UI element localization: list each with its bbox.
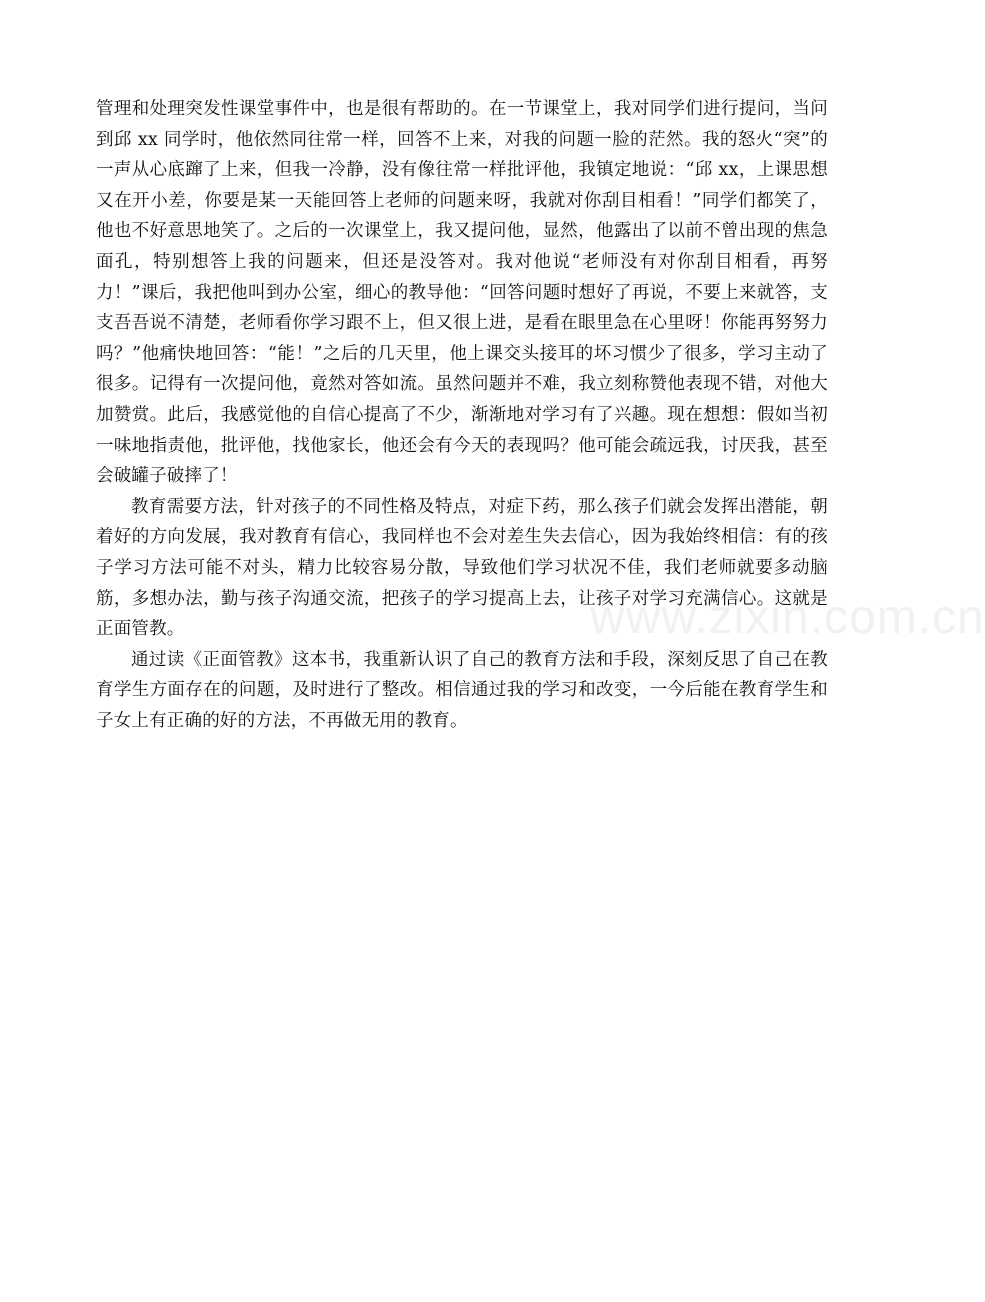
paragraph-education-method: 教育需要方法，针对孩子的不同性格及特点，对症下药，那么孩子们就会发挥出潜能，朝着好的方向发展，我对教育有信心，我同样也不会对差生失去信心，因为我始终相信：有的孩子学习方法可能不对头，精力比较容易分散，导致他们学习状况不佳，我们老师就要多动脑筋，多想办法，勤与孩子沟通交流，把孩子的学习提高上去，让孩子对学习充满信心。这就是正面管教。 [96, 496, 828, 640]
paragraph-continuation: 管理和处理突发性课堂事件中，也是很有帮助的。在一节课堂上，我对同学们进行提问，当问到邱 xx 同学时，他依然同往常一样，回答不上来，对我的问题一脸的茫然。我的怒火“突”的一声从心底蹿了上来，但我一冷静，没有像往常一样批评他，我镇定地说：“邱 xx，上课思想又在开小差，你要是某一天能回答上老师的问题来呀，我就对你刮目相看！”同学们都笑了，他也不好意思地笑了。之后的一次课堂上，我又提问他，显然，他露出了以前不曾出现的焦急面孔，特别想答上我的问题来，但还是没答对。我对他说“老师没有对你刮目相看，再努力！”课后，我把他叫到办公室，细心的教导他：“回答问题时想好了再说，不要上来就答，支支吾吾说不清楚，老师看你学习跟不上，但又很上进，是看在眼里急在心里呀！你能再努努力吗？”他痛快地回答：“能！”之后的几天里，他上课交头接耳的坏习惯少了很多，学习主动了很多。记得有一次提问他，竟然对答如流。虽然问题并不难，我立刻称赞他表现不错，对他大加赞赏。此后，我感觉他的自信心提高了不少，渐渐地对学习有了兴趣。现在想想：假如当初一味地指责他，批评他，找他家长，他还会有今天的表现吗？他可能会疏远我，讨厌我，甚至会破罐子破摔了！ [96, 99, 828, 487]
paragraph-book-reflection: 通过读《正面管教》这本书，我重新认识了自己的教育方法和手段，深刻反思了自己在教育学生方面存在的问题，及时进行了整改。相信通过我的学习和改变，一今后能在教育学生和子女上有正确的好的方法，不再做无用的教育。 [96, 649, 828, 731]
site-watermark: www.zixin.com.cn [590, 591, 985, 644]
document-body [96, 94, 828, 736]
